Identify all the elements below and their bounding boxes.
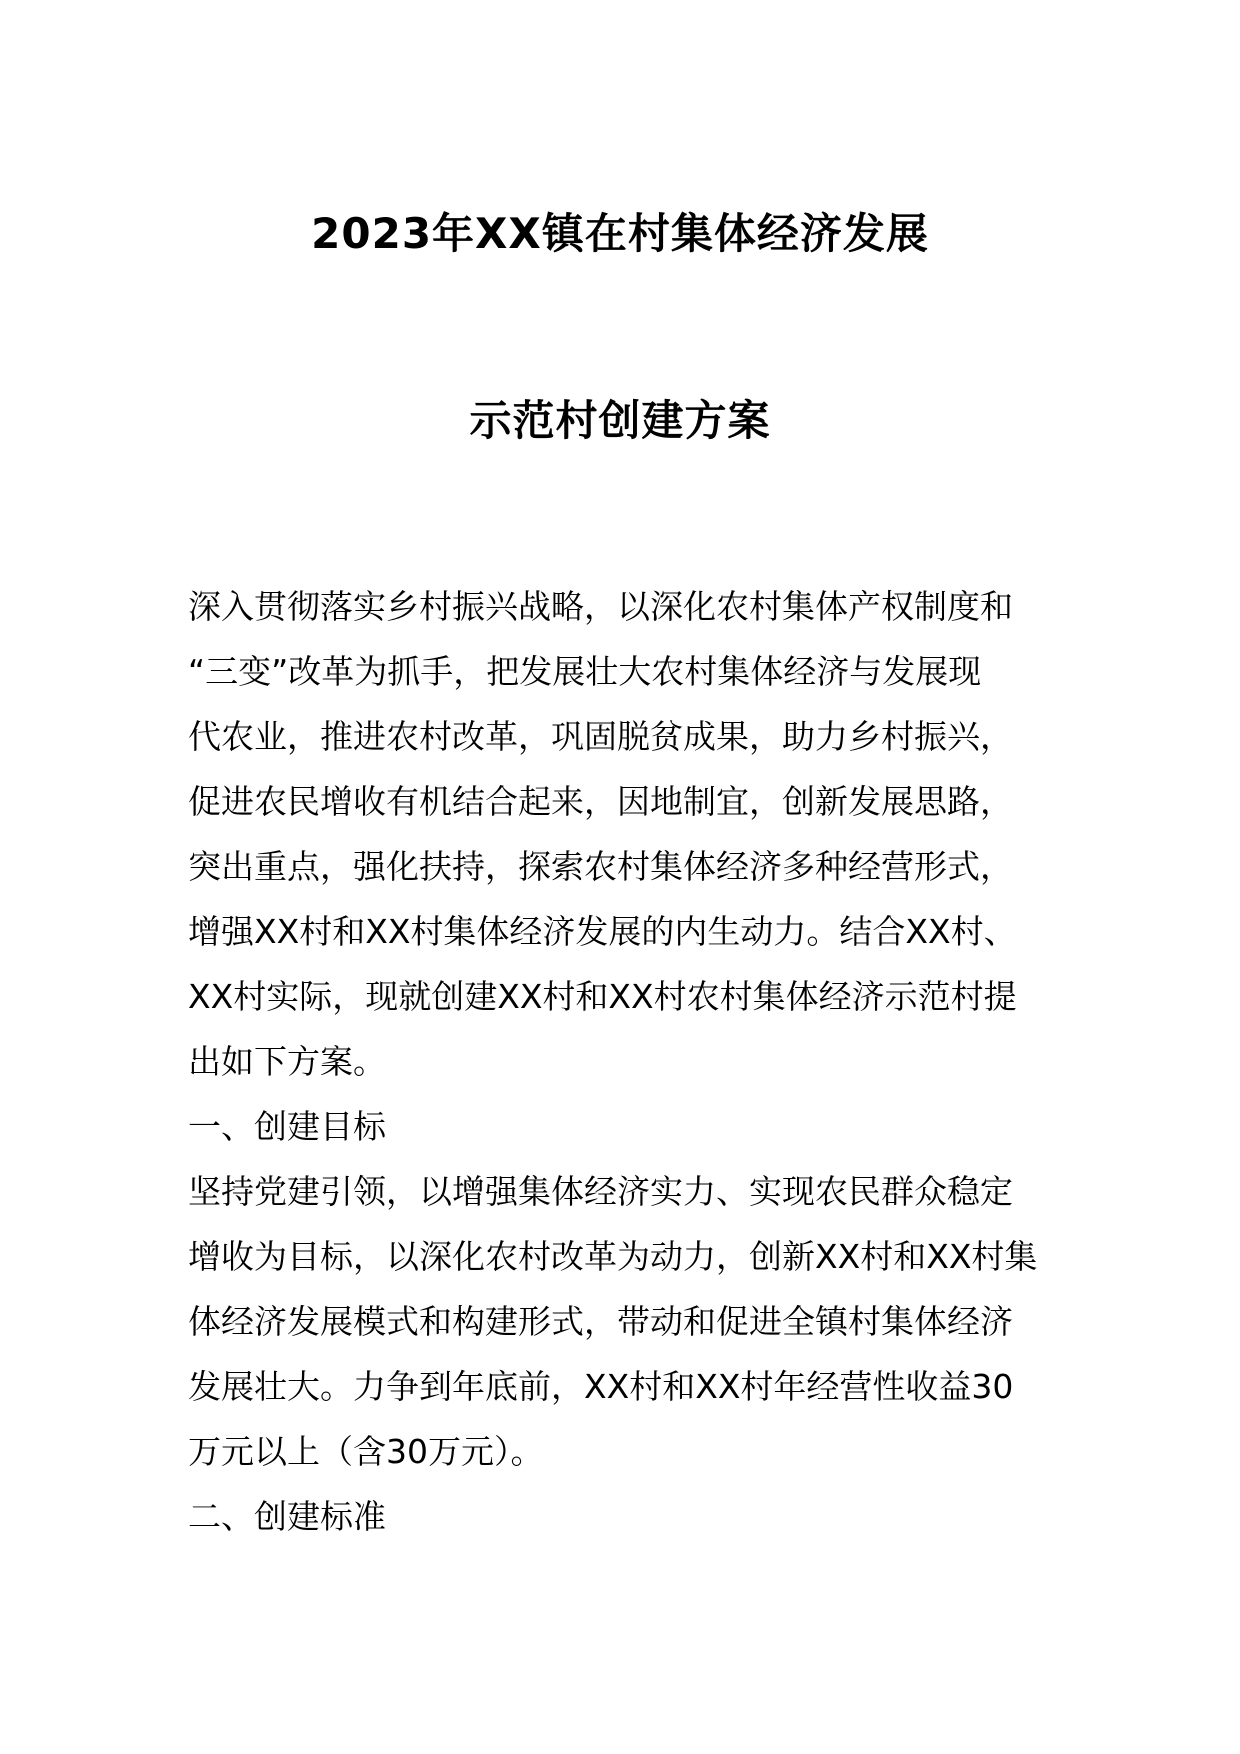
body-line: XX村实际，现就创建XX村和XX村农村集体经济示范村提 <box>188 977 1017 1016</box>
body-line: 万元以上（含30万元）。 <box>188 1432 544 1471</box>
body-line: 深入贯彻落实乡村振兴战略，以深化农村集体产权制度和 <box>188 587 1013 626</box>
body-line: “三变”改革为抓手，把发展壮大农村集体经济与发展现 <box>188 652 982 691</box>
body-line: 体经济发展模式和构建形式，带动和促进全镇村集体经济 <box>188 1302 1013 1341</box>
body-line: 坚持党建引领，以增强集体经济实力、实现农民群众稳定 <box>188 1172 1013 1211</box>
body-line: 代农业，推进农村改革，巩固脱贫成果，助力乡村振兴， <box>188 717 1013 756</box>
section-heading: 一、创建目标 <box>188 1107 386 1146</box>
section-heading: 二、创建标准 <box>188 1497 386 1536</box>
body-line: 发展壮大。力争到年底前，XX村和XX村年经营性收益30 <box>188 1367 1014 1406</box>
document-body <box>188 574 1058 1549</box>
body-line: 促进农民增收有机结合起来，因地制宜，创新发展思路， <box>188 782 1013 821</box>
body-line: 出如下方案。 <box>188 1042 386 1081</box>
body-line: 增强XX村和XX村集体经济发展的内生动力。结合XX村、 <box>188 912 1017 951</box>
body-line: 突出重点，强化扶持，探索农村集体经济多种经营形式， <box>188 847 1013 886</box>
body-line: 增收为目标，以深化农村改革为动力，创新XX村和XX村集 <box>188 1237 1038 1276</box>
document-title-line-1: 2023年XX镇在村集体经济发展 <box>311 209 929 258</box>
document-title-line-2: 示范村创建方案 <box>469 396 771 445</box>
